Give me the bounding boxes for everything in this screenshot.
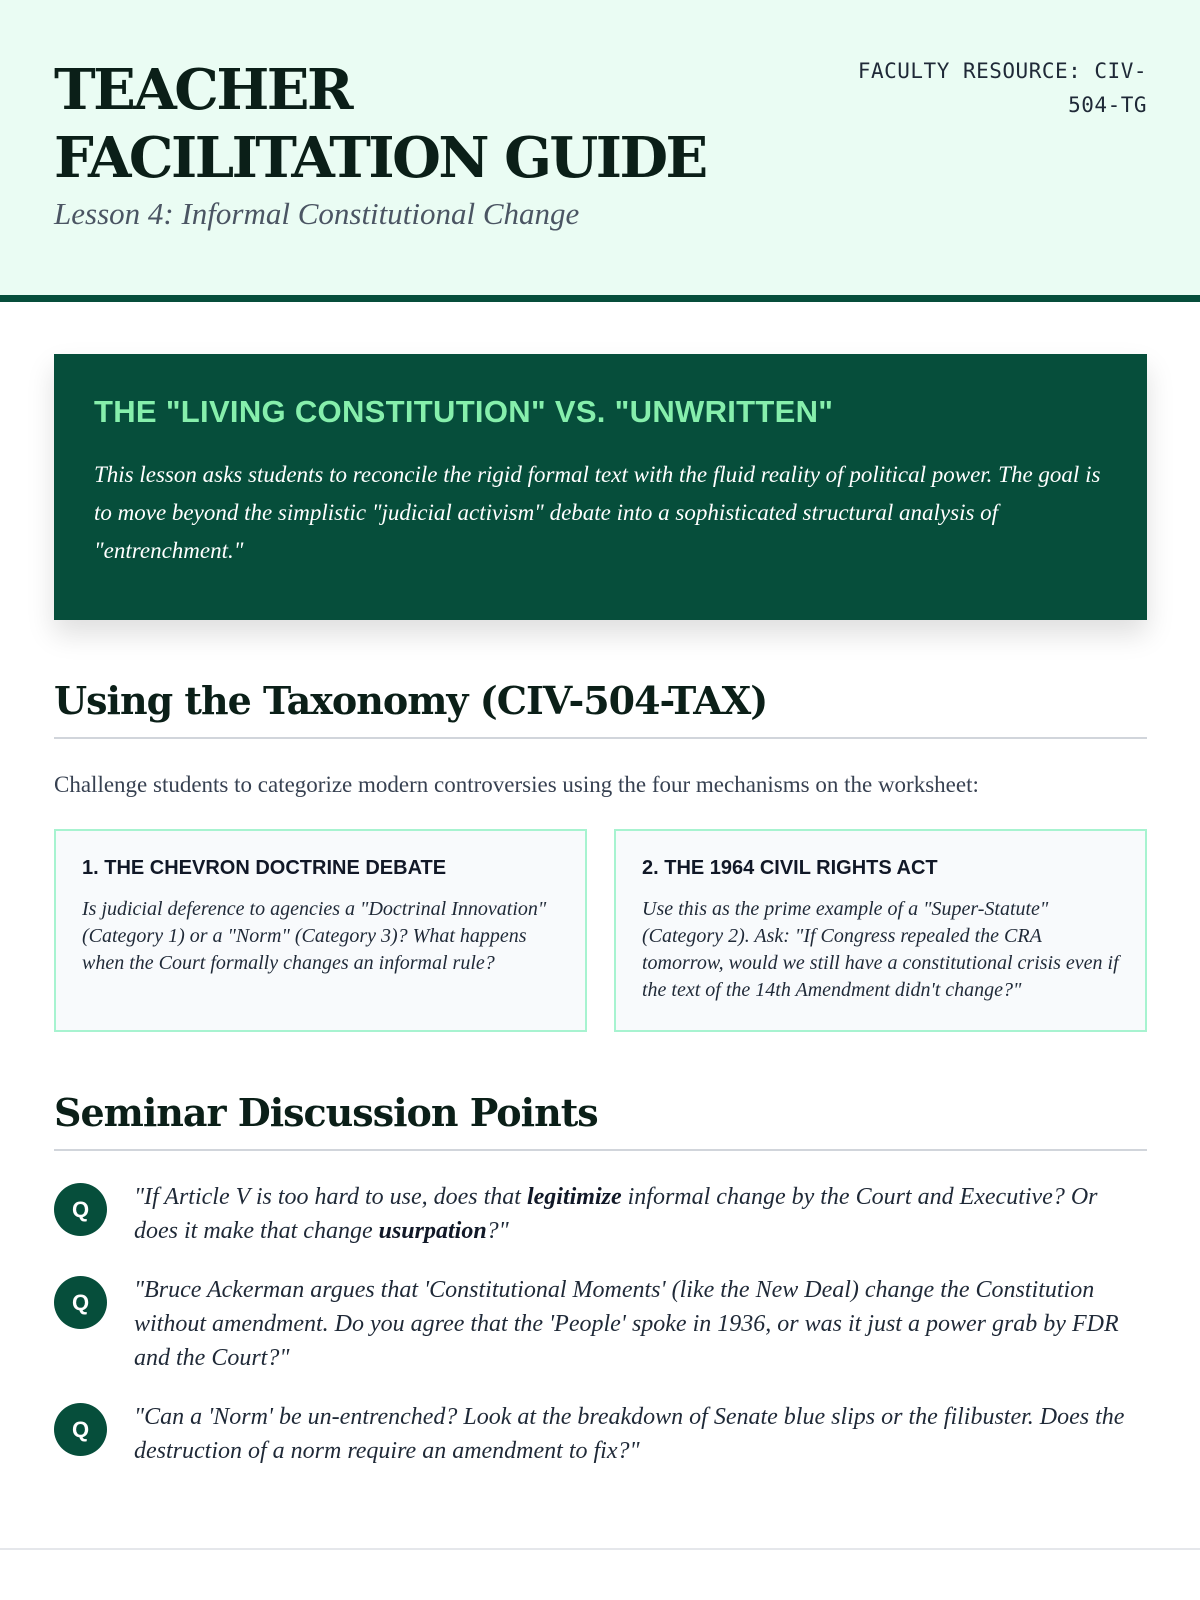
- question-text: "Can a 'Norm' be un-entrenched? Look at the breakdown of Senate blue slips or the filibuster. Does the destruction of a norm require an amendment to fix?": [134, 1404, 1125, 1464]
- intro-callout: [54, 354, 1147, 620]
- page-title: TEACHER FACILITATION GUIDE: [54, 57, 706, 191]
- taxonomy-heading: Using the Taxonomy (CIV-504-TAX): [54, 678, 1147, 739]
- question-badge: Q: [54, 1276, 107, 1329]
- taxonomy-card-civil-rights: [614, 829, 1147, 1032]
- intro-text: This lesson asks students to reconcile the rigid formal text with the fluid reality of political power. The goal is to move beyond the simplistic "judicial activism" debate into a sophisticated structural analysis of "entrenchment.": [94, 462, 1101, 563]
- page-header: [0, 0, 1200, 302]
- question-badge: Q: [54, 1403, 107, 1456]
- resource-code: FACULTY RESOURCE: CIV-504-TG: [857, 59, 1147, 117]
- taxonomy-card-chevron: [54, 829, 587, 1032]
- question-badge: Q: [54, 1183, 107, 1236]
- intro-title: THE "LIVING CONSTITUTION" VS. "UNWRITTEN": [94, 394, 834, 429]
- card-title: 2. THE 1964 CIVIL RIGHTS ACT: [642, 857, 938, 879]
- emphasis-usurpation: usurpation: [378, 1218, 487, 1244]
- discussion-question: [54, 1180, 1147, 1248]
- emphasis-legitimize: legitimize: [526, 1184, 622, 1210]
- taxonomy-lead: Challenge students to categorize modern controversies using the four mechanisms on the worksheet:: [54, 772, 979, 797]
- discussion-question: [54, 1400, 1147, 1468]
- lesson-subtitle: Lesson 4: Informal Constitutional Change: [54, 196, 580, 231]
- question-text: "If Article V is too hard to use, does that legitimize informal change by the Court and Executive? Or does it make that change usurpation?": [134, 1184, 1098, 1244]
- question-text: "Bruce Ackerman argues that 'Constitutional Moments' (like the New Deal) change the Constitution without amendment. Do you agree that the 'People' spoke in 1936, or was it just a power grab by FDR and the Court?": [134, 1277, 1119, 1371]
- card-text: Use this as the prime example of a "Super-Statute" (Category 2). Ask: "If Congress repealed the CRA tomorrow, would we still have a constitutional crisis even if the text of the 14th Amendment didn't change?": [642, 898, 1119, 1001]
- discussion-question: [54, 1273, 1147, 1375]
- card-title: 1. THE CHEVRON DOCTRINE DEBATE: [82, 857, 447, 879]
- seminar-heading: Seminar Discussion Points: [54, 1090, 1147, 1151]
- footer-divider: [0, 1548, 1200, 1550]
- card-text: Is judicial deference to agencies a "Doctrinal Innovation" (Category 1) or a "Norm" (Category 3)? What happens when the Court formally changes an informal rule?: [82, 898, 547, 974]
